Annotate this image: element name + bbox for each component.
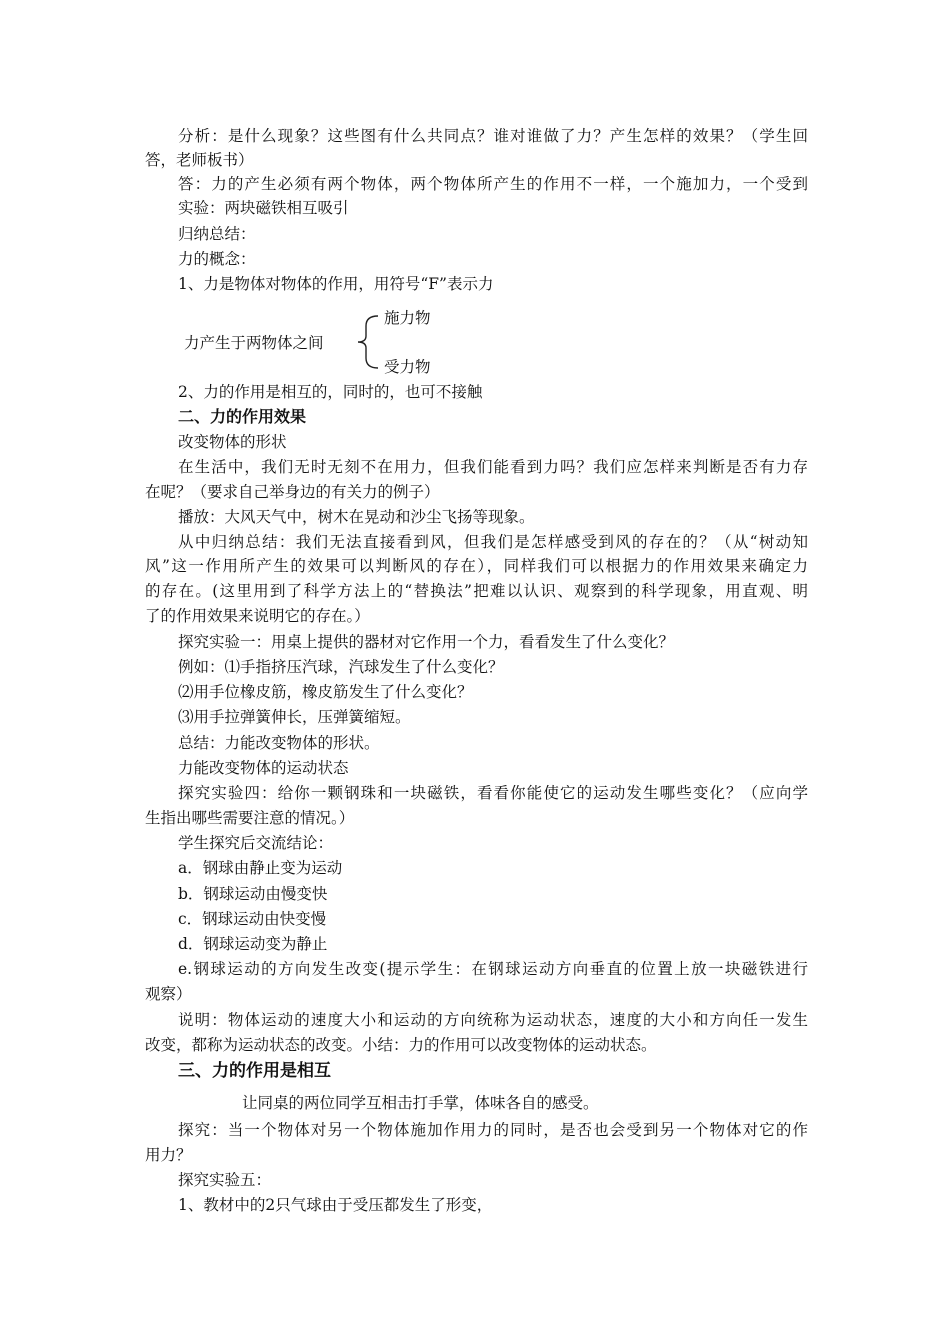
paragraph-line: 探究实验四：给你一颗钢珠和一块磁铁，看看你能使它的运动发生哪些变化？（应向学 (178, 784, 808, 802)
paragraph-line: 力的概念： (178, 250, 256, 268)
paragraph-line: 2、力的作用是相互的，同时的，也可不接触 (178, 383, 483, 401)
list-item: a．钢球由静止变为运动 (178, 859, 343, 877)
paragraph-line: ⑶用手拉弹簧伸长，压弹簧缩短。 (178, 708, 411, 726)
paragraph-line: 让同桌的两位同学互相击打手掌，体味各自的感受。 (242, 1094, 599, 1112)
diagram-top-label: 施力物 (384, 309, 431, 327)
paragraph-line: 说明：物体运动的速度大小和运动的方向统称为运动状态，速度的大小和方向任一发生 (178, 1011, 808, 1029)
paragraph-line: 探究实验五： (178, 1171, 272, 1189)
paragraph-line: 改变，都称为运动状态的改变。小结：力的作用可以改变物体的运动状态。 (145, 1036, 657, 1054)
paragraph-line: 学生探究后交流结论： (178, 834, 334, 852)
paragraph-line: 的存在。(这里用到了科学方法上的“替换法”把难以认识、观察到的科学现象，用直观、明 (145, 582, 808, 600)
list-item: d．钢球运动变为静止 (178, 935, 328, 953)
paragraph-line: 了的作用效果来说明它的存在。） (145, 607, 370, 625)
paragraph-line: 1、教材中的2只气球由于受压都发生了形变， (178, 1196, 493, 1214)
list-item: e.钢球运动的方向发生改变(提示学生：在钢球运动方向垂直的位置上放一块磁铁进行 (178, 960, 808, 978)
paragraph-line: 探究实验一：用桌上提供的器材对它作用一个力，看看发生了什么变化？ (178, 633, 675, 651)
paragraph-line: 在生活中，我们无时无刻不在用力，但我们能看到力吗？我们应怎样来判断是否有力存 (178, 458, 808, 476)
section-heading: 三、力的作用是相互 (178, 1061, 331, 1081)
paragraph-line: 答：力的产生必须有两个物体，两个物体所产生的作用不一样，一个施加力，一个受到 (178, 175, 808, 193)
list-item: c．钢球运动由快变慢 (178, 910, 327, 928)
paragraph-line: 生指出哪些需要注意的情况。） (145, 809, 355, 827)
list-item: b．钢球运动由慢变快 (178, 885, 328, 903)
paragraph-line: 改变物体的形状 (178, 433, 287, 451)
section-heading: 二、力的作用效果 (178, 407, 307, 426)
paragraph-line: 用力？ (145, 1146, 192, 1164)
paragraph-line: 答，老师板书） (145, 151, 254, 169)
paragraph-line: ⑵用手位橡皮筋，橡皮筋发生了什么变化？ (178, 683, 473, 701)
paragraph-line: 播放：大风天气中，树木在晃动和沙尘飞扬等现象。 (178, 508, 535, 526)
paragraph-line: 力能改变物体的运动状态 (178, 759, 349, 777)
paragraph-line: 例如：⑴手指挤压汽球，汽球发生了什么变化？ (178, 658, 504, 676)
paragraph-line: 实验：两块磁铁相互吸引 (178, 199, 349, 217)
paragraph-line: 分析：是什么现象？这些图有什么共同点？谁对谁做了力？产生怎样的效果？（学生回 (178, 127, 808, 145)
paragraph-line: 归纳总结： (178, 225, 256, 243)
paragraph-line: 观察） (145, 985, 192, 1003)
paragraph-line: 风”这一作用所产生的效果可以判断风的存在），同样我们可以根据力的作用效果来确定力 (145, 557, 808, 575)
diagram-bottom-label: 受力物 (384, 358, 431, 376)
paragraph-line: 1、力是物体对物体的作用，用符号“F”表示力 (178, 275, 494, 293)
brace-icon (352, 310, 382, 374)
paragraph-line: 在呢？（要求自己举身边的有关力的例子） (145, 483, 440, 501)
paragraph-line: 总结：力能改变物体的形状。 (178, 734, 380, 752)
paragraph-line: 从中归纳总结：我们无法直接看到风，但我们是怎样感受到风的存在的？（从“树动知 (178, 533, 808, 551)
paragraph-line: 探究：当一个物体对另一个物体施加作用力的同时，是否也会受到另一个物体对它的作 (178, 1121, 808, 1139)
diagram-main-label: 力产生于两物体之间 (184, 334, 324, 352)
